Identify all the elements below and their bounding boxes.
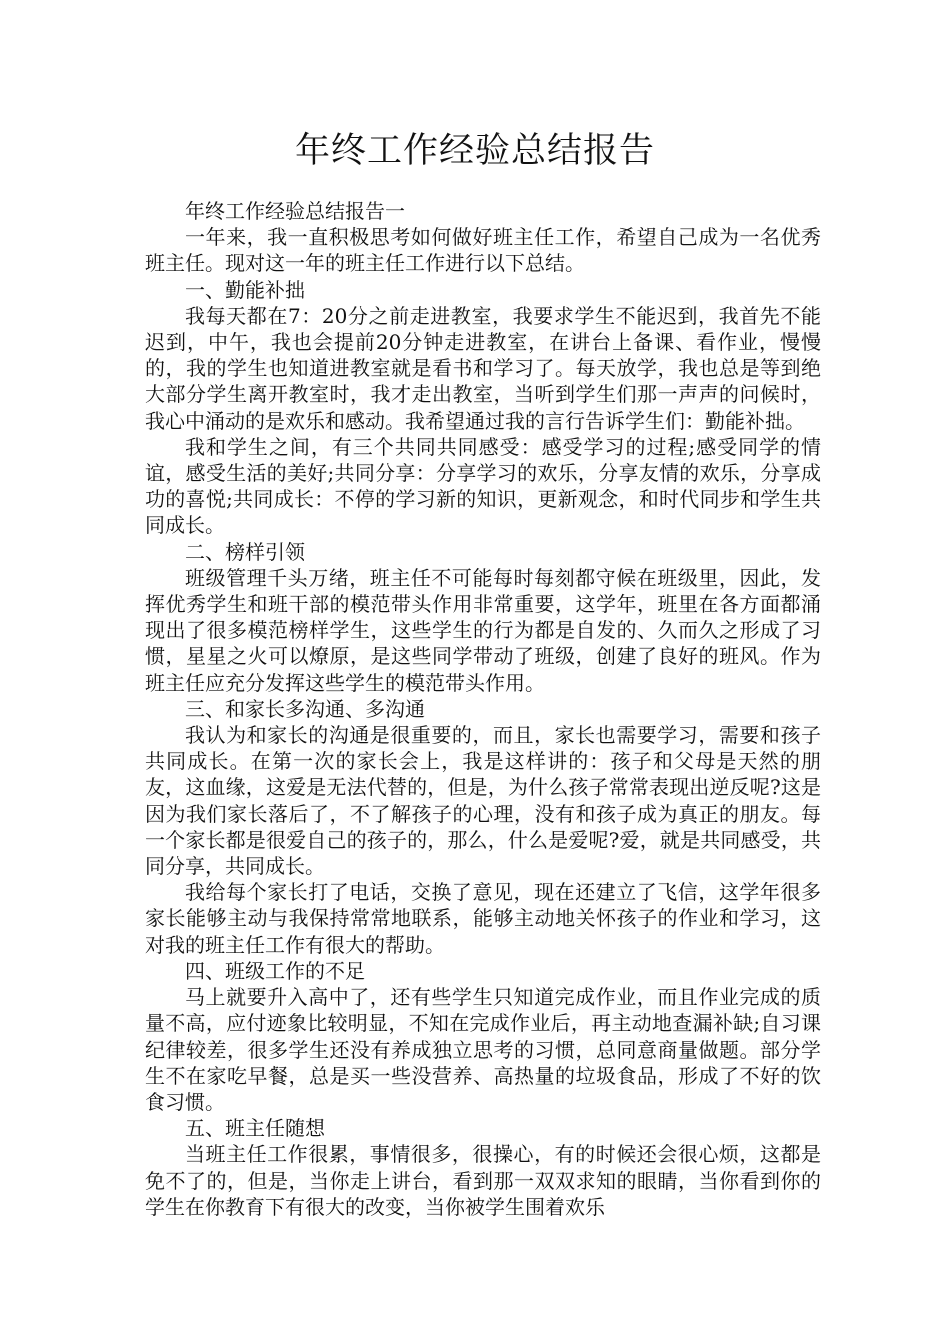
body-paragraph: 当班主任工作很累，事情很多，很操心，有的时候还会很心烦，这都是免不了的，但是，当你走上讲台，看到那一双双求知的眼睛，当你看到你的学生在你教育下有很大的改变，当你被学生围着欢乐: [145, 1142, 821, 1219]
section-heading-2: 二、榜样引领: [185, 539, 305, 564]
document-title: 年终工作经验总结报告: [294, 131, 655, 171]
body-paragraph: 班级管理千头万绪，班主任不可能每时每刻都守候在班级里，因此，发挥优秀学生和班干部的模范带头作用非常重要，这学年，班里在各方面都涌现出了很多模范榜样学生，这些学生的行为都是自发的、久而久之形成了习惯，星星之火可以燎原，是这些同学带动了班级，创建了良好的班风。作为班主任应充分发挥这些学生的模范带头作用。: [145, 565, 821, 695]
intro-paragraph: 一年来，我一直积极思考如何做好班主任工作，希望自己成为一名优秀班主任。现对这一年的班主任工作进行以下总结。: [145, 225, 821, 276]
section-heading-5: 五、班主任随想: [185, 1116, 325, 1141]
body-paragraph: 我给每个家长打了电话，交换了意见，现在还建立了飞信，这学年很多家长能够主动与我保持常常地联系，能够主动地关怀孩子的作业和学习，这对我的班主任工作有很大的帮助。: [145, 880, 821, 957]
body-paragraph: 我认为和家长的沟通是很重要的，而且，家长也需要学习，需要和孩子共同成长。在第一次的家长会上，我是这样讲的：孩子和父母是天然的朋友，这血缘，这爱是无法代替的，但是，为什么孩子常常表现出逆反呢?这是因为我们家长落后了，不了解孩子的心理，没有和孩子成为真正的朋友。每一个家长都是很爱自己的孩子的，那么，什么是爱呢?爱，就是共同感受，共同分享，共同成长。: [145, 723, 821, 879]
document-body: [145, 198, 821, 1220]
section-heading-1: 一、勤能补拙: [185, 277, 305, 302]
section-heading-4: 四、班级工作的不足: [185, 958, 365, 983]
subtitle-paragraph: 年终工作经验总结报告一: [185, 199, 405, 223]
body-paragraph: 马上就要升入高中了，还有些学生只知道完成作业，而且作业完成的质量不高，应付迹象比较明显，不知在完成作业后，再主动地查漏补缺;自习课纪律较差，很多学生还没有养成独立思考的习惯，总同意商量做题。部分学生不在家吃早餐，总是买一些没营养、高热量的垃圾食品，形成了不好的饮食习惯。: [145, 985, 821, 1114]
body-paragraph: 我和学生之间，有三个共同共同感受：感受学习的过程;感受同学的情谊，感受生活的美好;共同分享：分享学习的欢乐，分享友情的欢乐，分享成功的喜悦;共同成长：不停的学习新的知识，更新观念，和时代同步和学生共同成长。: [145, 434, 821, 538]
body-paragraph: 我每天都在7：20分之前走进教室，我要求学生不能迟到，我首先不能迟到，中午，我也会提前20分钟走进教室，在讲台上备课、看作业，慢慢的，我的学生也知道进教室就是看书和学习了。每天放学，我也总是等到绝大部分学生离开教室时，我才走出教室，当听到学生们那一声声的问候时，我心中涌动的是欢乐和感动。我希望通过我的言行告诉学生们：勤能补拙。: [145, 303, 821, 433]
section-heading-3: 三、和家长多沟通、多沟通: [185, 696, 425, 721]
